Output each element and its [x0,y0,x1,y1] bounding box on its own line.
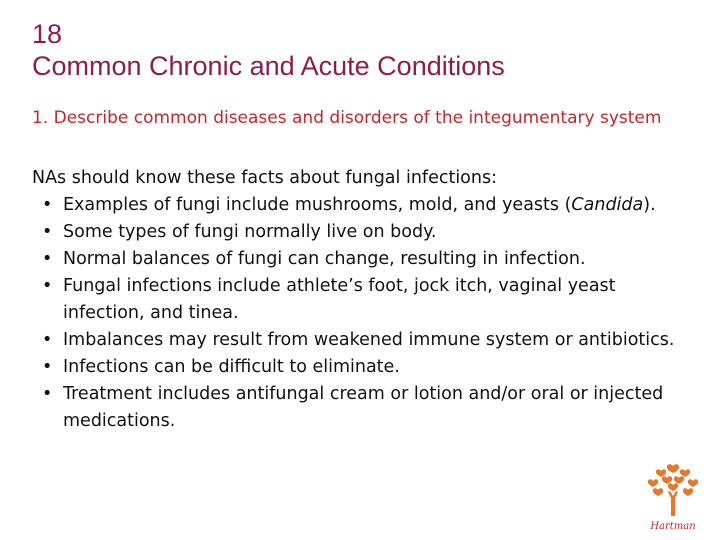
learning-objective: 1. Describe common diseases and disorders of the integumentary system [32,108,662,128]
list-item-text: ). [643,195,656,215]
list-item: • Treatment includes antifungal cream or lotion and/or oral or injected medications. [32,381,702,435]
chapter-title: Common Chronic and Acute Conditions [32,51,505,81]
chapter-heading [32,18,505,82]
heart-tree-icon [648,464,698,516]
list-item: • Infections can be difficult to eliminate. [32,354,702,381]
list-item: • Normal balances of fungi can change, resulting in infection. [32,246,702,273]
list-item: • Fungal infections include athlete’s foot, jock itch, vaginal yeast infection, and tinea. [32,273,702,327]
list-item-italic: Candida [571,195,644,215]
list-item: • Imbalances may result from weakened immune system or antibiotics. [32,327,702,354]
logo-wordmark: Hartman [650,521,696,532]
list-item-text: Examples of fungi include mushrooms, mold, and yeasts ( [63,195,572,215]
intro-text: NAs should know these facts about fungal infections: [32,168,497,188]
list-item: • Some types of fungi normally live on body. [32,219,702,246]
fact-list [32,192,702,435]
list-item [32,192,702,219]
slide-body [32,165,702,435]
hartman-logo [638,458,708,534]
chapter-number: 18 [32,19,63,49]
